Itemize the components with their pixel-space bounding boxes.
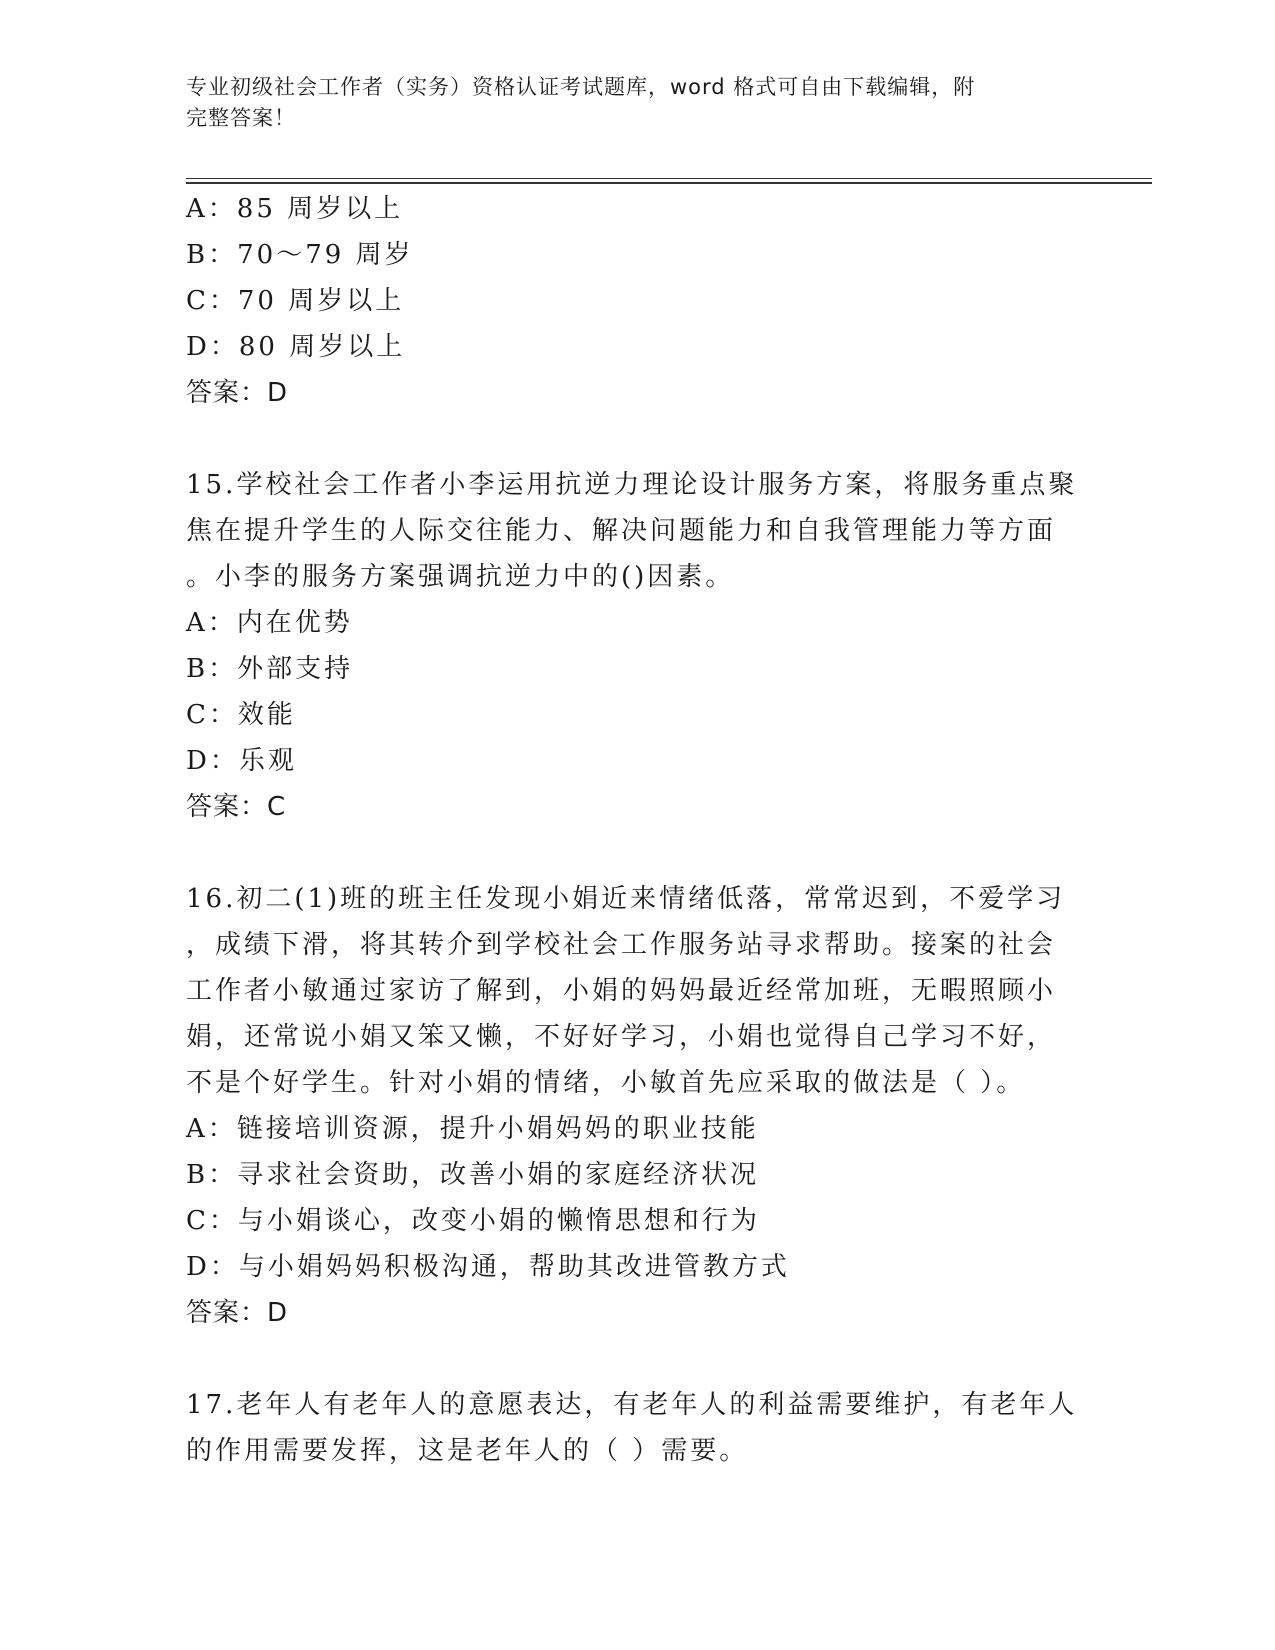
- option-d: D：乐观: [186, 746, 297, 776]
- question-text: [186, 1382, 1086, 1474]
- option-a: A：85 周岁以上: [186, 194, 404, 224]
- question-text: [186, 876, 1086, 1106]
- question-14: [186, 186, 1086, 416]
- option-b: B：70～79 周岁: [186, 240, 414, 270]
- question-line: 15.学校社会工作者小李运用抗逆力理论设计服务方案，将服务重点聚: [186, 470, 1078, 500]
- answer: 答案：D: [186, 1298, 289, 1328]
- option-a: A：内在优势: [186, 608, 353, 638]
- header-divider-thick: [186, 182, 1152, 184]
- question-line: 16.初二(1)班的班主任发现小娟近来情绪低落，常常迟到，不爱学习: [186, 884, 1066, 914]
- option-c: C：效能: [186, 700, 296, 730]
- answer: 答案：C: [186, 792, 287, 822]
- header-line-1: 专业初级社会工作者（实务）资格认证考试题库，word 格式可自由下载编辑，附: [186, 75, 976, 99]
- question-line: 娟，还常说小娟又笨又懒，不好好学习，小娟也觉得自己学习不好，: [186, 1022, 1057, 1052]
- question-15: [186, 462, 1086, 830]
- option-c: C：70 周岁以上: [186, 286, 405, 316]
- question-line: 不是个好学生。针对小娟的情绪，小敏首先应采取的做法是（ ）。: [186, 1068, 1026, 1098]
- question-line: 工作者小敏通过家访了解到，小娟的妈妈最近经常加班，无暇照顾小: [186, 976, 1057, 1006]
- option-b: B：寻求社会资助，改善小娟的家庭经济状况: [186, 1160, 760, 1190]
- option-c: C：与小娟谈心，改变小娟的懒惰思想和行为: [186, 1206, 760, 1236]
- header-divider-thin: [186, 178, 1152, 179]
- question-line: 的作用需要发挥，这是老年人的（ ）需要。: [186, 1436, 749, 1466]
- header-line-2: 完整答案！: [186, 106, 296, 130]
- question-line: 。小李的服务方案强调抗逆力中的()因素。: [186, 562, 735, 592]
- question-line: 17.老年人有老年人的意愿表达，有老年人的利益需要维护，有老年人: [186, 1390, 1078, 1420]
- question-text: [186, 462, 1086, 600]
- option-d: D：与小娟妈妈积极沟通，帮助其改进管教方式: [186, 1252, 790, 1282]
- option-b: B：外部支持: [186, 654, 354, 684]
- question-line: ，成绩下滑，将其转介到学校社会工作服务站寻求帮助。接案的社会: [186, 930, 1057, 960]
- question-list: [186, 186, 1086, 1474]
- question-line: 焦在提升学生的人际交往能力、解决问题能力和自我管理能力等方面: [186, 516, 1057, 546]
- question-17: [186, 1382, 1086, 1474]
- option-d: D：80 周岁以上: [186, 332, 406, 362]
- document-header: [186, 72, 1066, 134]
- option-a: A：链接培训资源，提升小娟妈妈的职业技能: [186, 1114, 759, 1144]
- question-16: [186, 876, 1086, 1336]
- answer: 答案：D: [186, 378, 289, 408]
